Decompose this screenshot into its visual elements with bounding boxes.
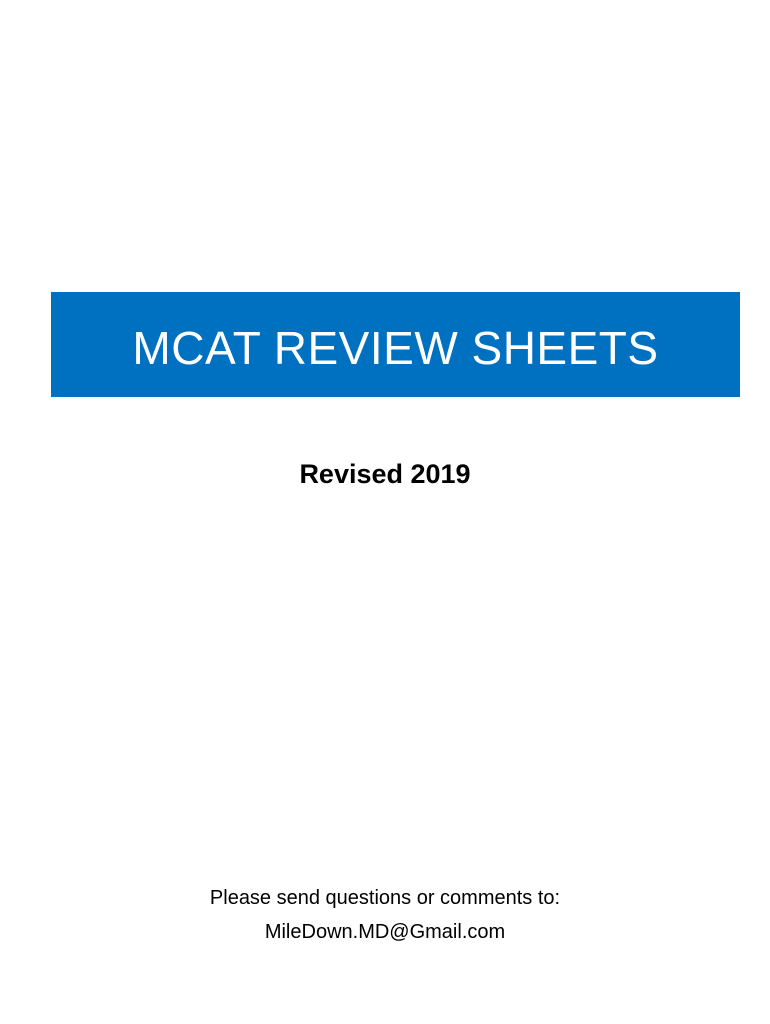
contact-email: MileDown.MD@Gmail.com bbox=[264, 921, 506, 943]
contact-block bbox=[0, 881, 770, 949]
title-banner bbox=[51, 292, 740, 397]
revision-subtitle: Revised 2019 bbox=[299, 459, 471, 489]
contact-prompt: Please send questions or comments to: bbox=[209, 887, 561, 909]
document-title: MCAT REVIEW SHEETS bbox=[132, 321, 659, 374]
